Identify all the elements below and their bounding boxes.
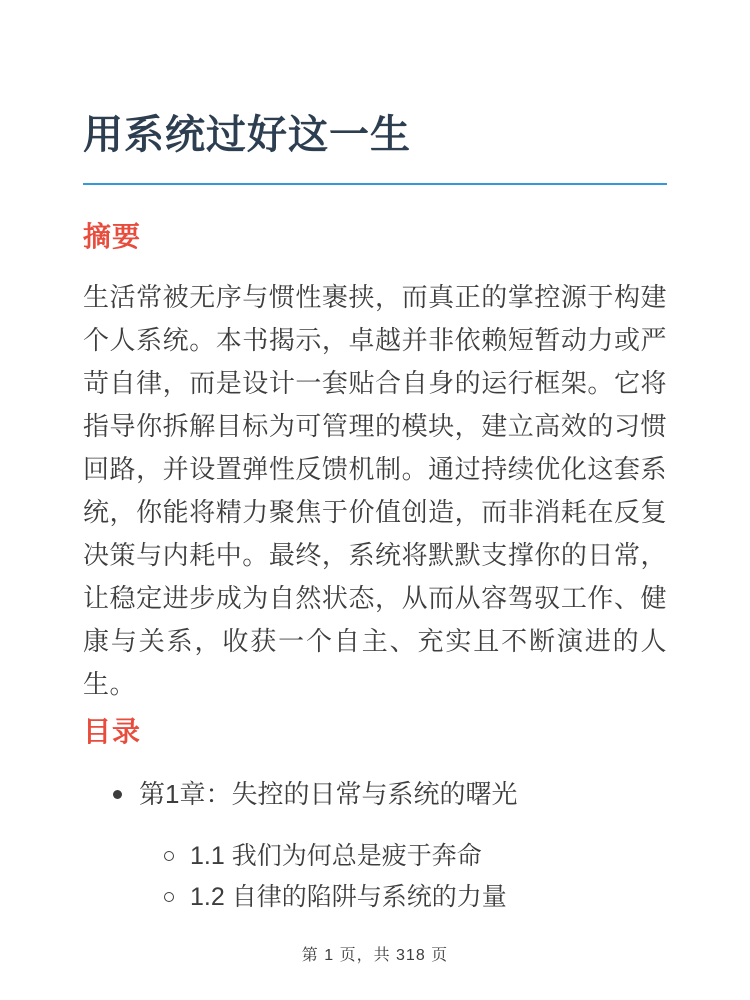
toc-section-item bbox=[83, 839, 667, 873]
abstract-heading: 摘要 bbox=[83, 221, 142, 252]
title-divider-rule bbox=[83, 183, 667, 185]
toc-sublist bbox=[83, 839, 667, 914]
page-number-indicator: 第 1 页，共 318 页 bbox=[301, 947, 449, 964]
toc-section-label: 1.1 我们为何总是疲于奔命 bbox=[190, 842, 482, 870]
toc-section-label: 1.2 自律的陷阱与系统的力量 bbox=[190, 883, 507, 911]
document-title: 用系统过好这一生 bbox=[83, 113, 411, 157]
toc-chapter-label: 第1章：失控的日常与系统的曙光 bbox=[139, 779, 518, 809]
toc-list bbox=[83, 777, 667, 914]
toc-chapter-item bbox=[83, 777, 667, 914]
toc-chapter-row bbox=[83, 777, 667, 811]
toc-heading: 目录 bbox=[83, 716, 142, 747]
abstract-paragraph: 生活常被无序与惯性裹挟，而真正的掌控源于构建个人系统。本书揭示，卓越并非依赖短暂动力或严苛自律，而是设计一套贴合自身的运行框架。它将指导你拆解目标为可管理的模块，建立高效的习惯回路，并设置弹性反馈机制。通过持续优化这套系统，你能将精力聚焦于价值创造，而非消耗在反复决策与内耗中。最终，系统将默默支撑你的日常，让稳定进步成为自然状态，从而从容驾驭工作、健康与关系，收获一个自主、充实且不断演进的人生。 bbox=[83, 282, 667, 699]
toc-section-item bbox=[83, 880, 667, 914]
bullet-circle-icon bbox=[164, 851, 174, 861]
bullet-disc-icon bbox=[113, 790, 122, 799]
bullet-circle-icon bbox=[164, 892, 174, 902]
